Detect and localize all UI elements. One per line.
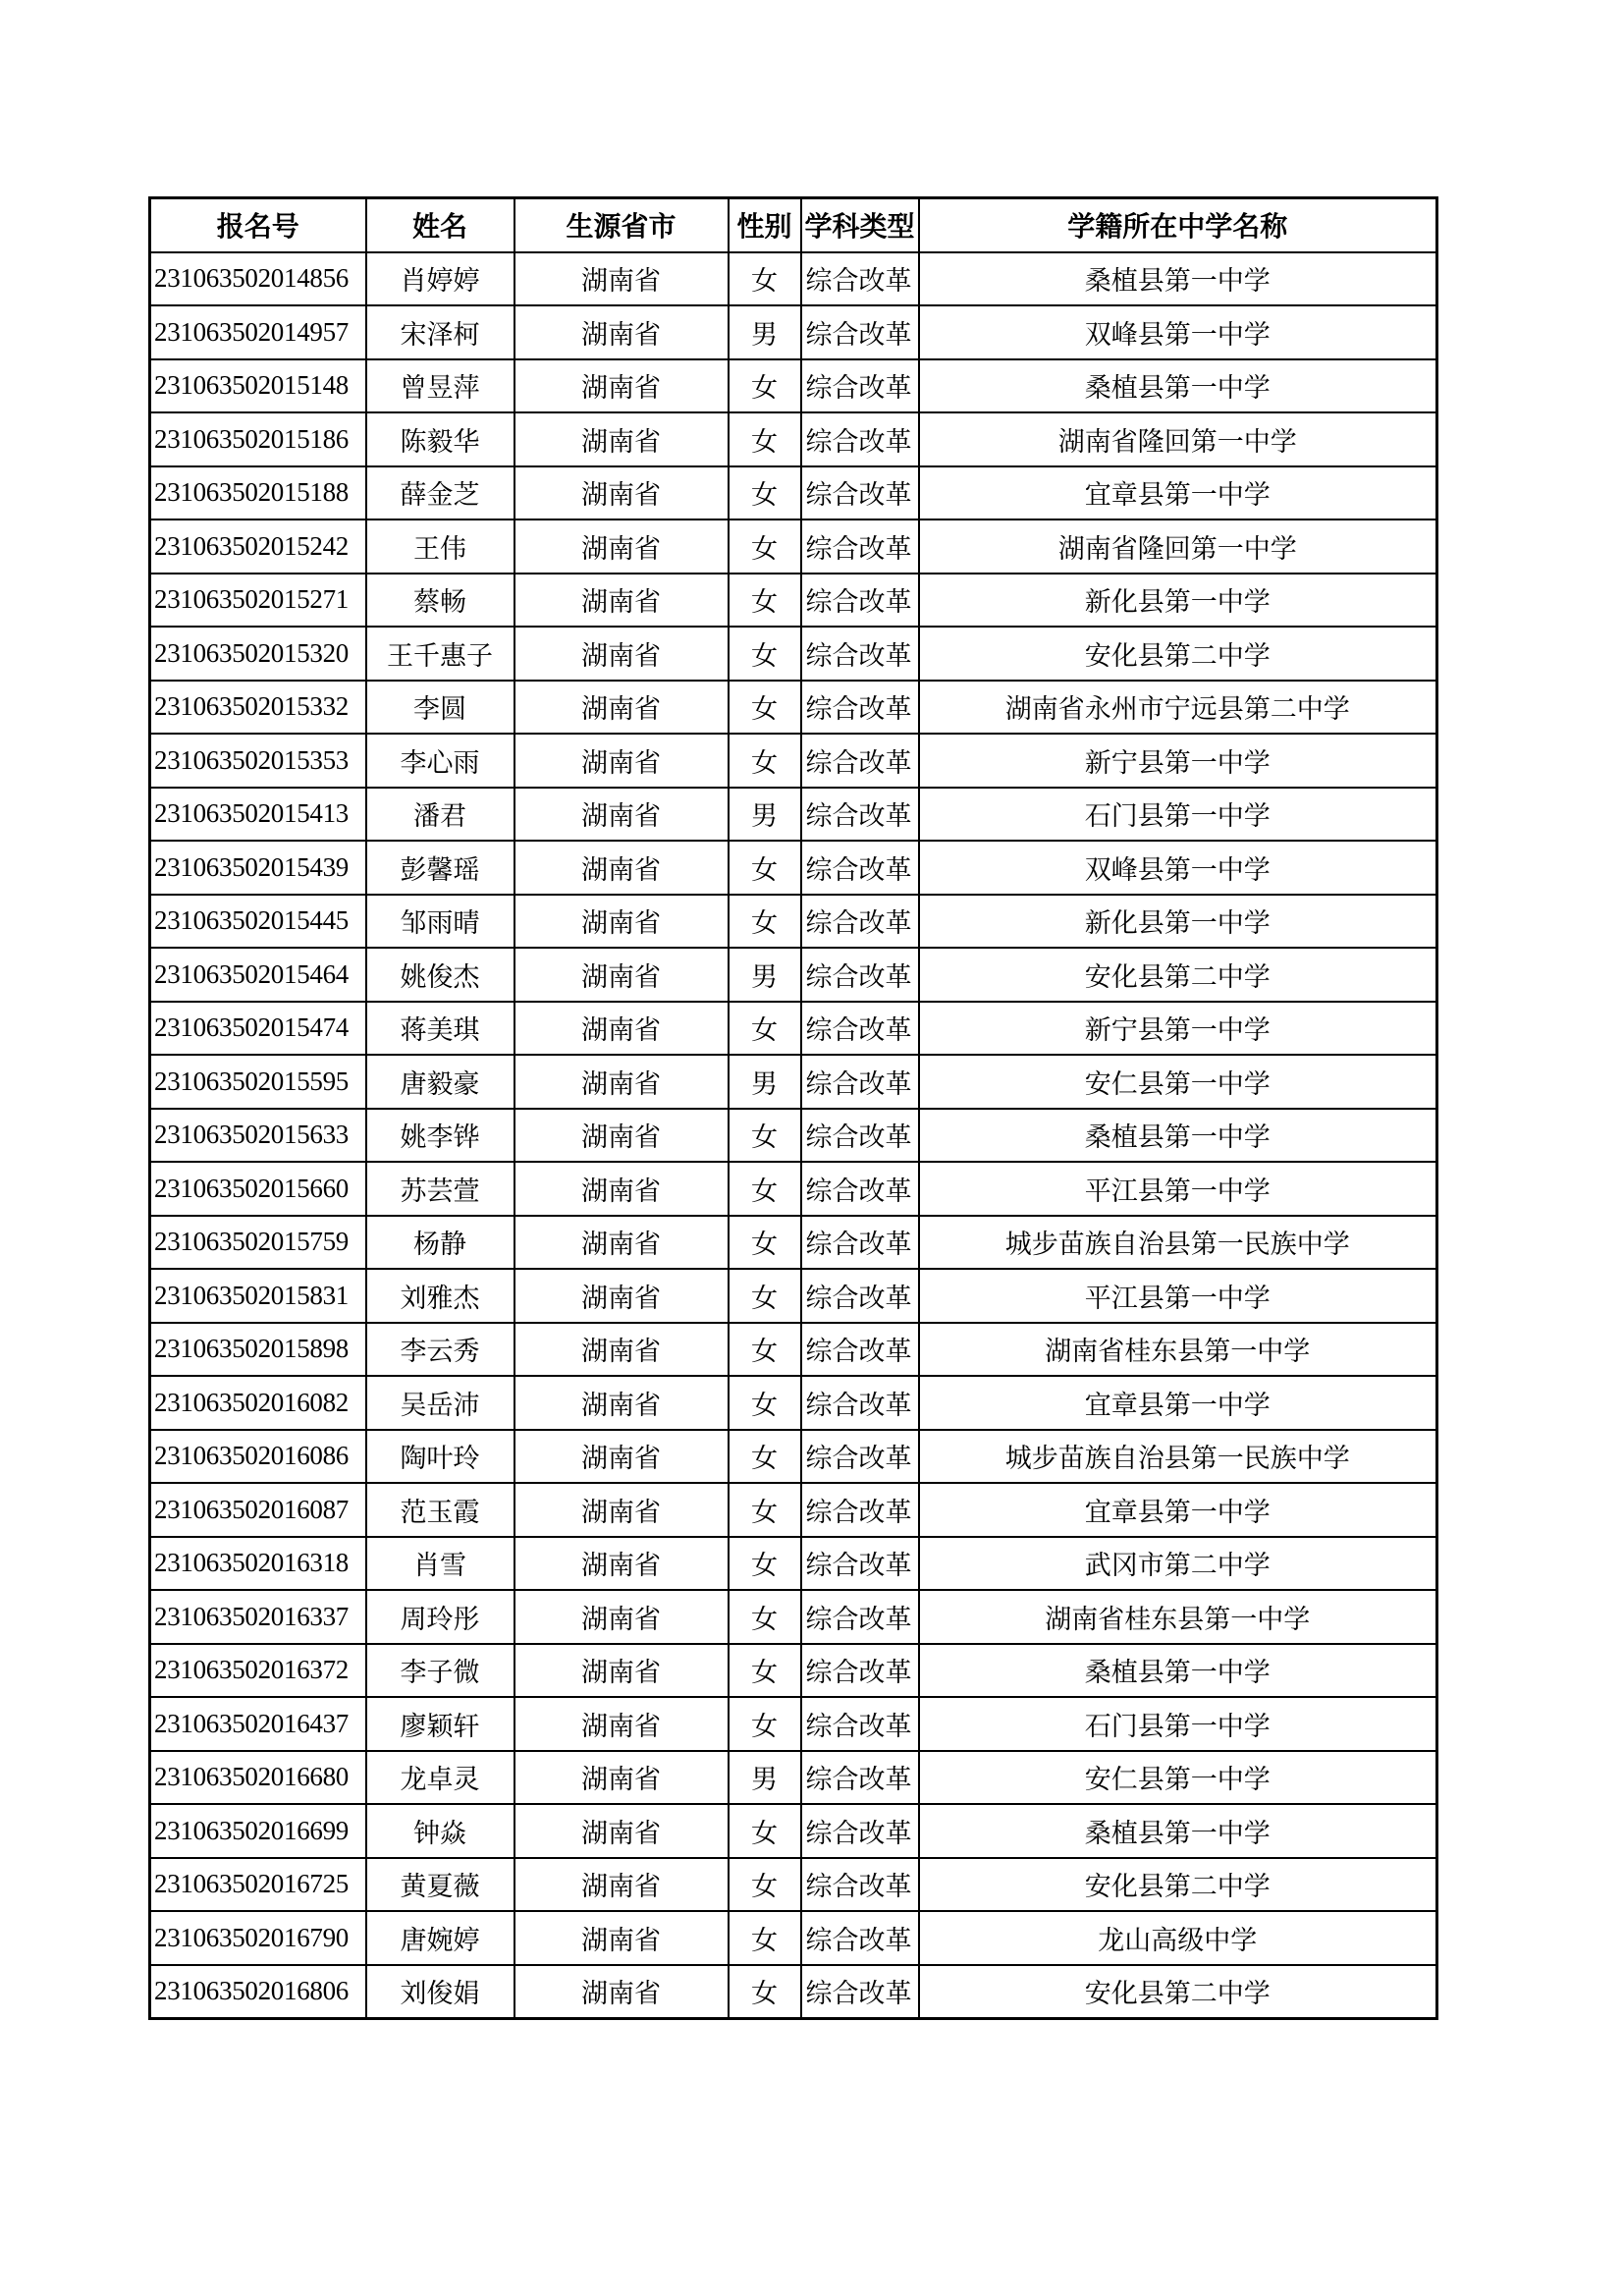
table-row bbox=[150, 1965, 1437, 2019]
subject-type-cell: 综合改革 bbox=[801, 734, 919, 788]
gender-cell: 女 bbox=[729, 466, 801, 520]
high-school-cell: 平江县第一中学 bbox=[919, 1162, 1437, 1216]
header-row bbox=[150, 198, 1437, 252]
high-school-cell: 安化县第二中学 bbox=[919, 948, 1437, 1002]
name-cell: 姚俊杰 bbox=[366, 948, 514, 1002]
origin-province-cell: 湖南省 bbox=[514, 734, 729, 788]
gender-cell: 女 bbox=[729, 734, 801, 788]
subject-type-cell: 综合改革 bbox=[801, 681, 919, 735]
subject-type-cell: 综合改革 bbox=[801, 841, 919, 895]
subject-type-cell: 综合改革 bbox=[801, 1216, 919, 1270]
origin-province-cell: 湖南省 bbox=[514, 681, 729, 735]
high-school-cell: 湖南省隆回第一中学 bbox=[919, 412, 1437, 466]
registration-number-cell: 231063502015320 bbox=[150, 627, 366, 681]
table-row bbox=[150, 1858, 1437, 1912]
high-school-cell: 龙山高级中学 bbox=[919, 1911, 1437, 1965]
header-gender: 性别 bbox=[729, 198, 801, 252]
table-row bbox=[150, 1537, 1437, 1591]
name-cell: 宋泽柯 bbox=[366, 305, 514, 359]
registration-number-cell: 231063502015660 bbox=[150, 1162, 366, 1216]
name-cell: 曾昱萍 bbox=[366, 359, 514, 413]
name-cell: 王伟 bbox=[366, 519, 514, 574]
origin-province-cell: 湖南省 bbox=[514, 1965, 729, 2019]
table-row bbox=[150, 1376, 1437, 1430]
high-school-cell: 湖南省永州市宁远县第二中学 bbox=[919, 681, 1437, 735]
header-high-school: 学籍所在中学名称 bbox=[919, 198, 1437, 252]
subject-type-cell: 综合改革 bbox=[801, 1537, 919, 1591]
subject-type-cell: 综合改革 bbox=[801, 1858, 919, 1912]
high-school-cell: 湖南省桂东县第一中学 bbox=[919, 1323, 1437, 1377]
name-cell: 潘君 bbox=[366, 788, 514, 842]
high-school-cell: 石门县第一中学 bbox=[919, 788, 1437, 842]
subject-type-cell: 综合改革 bbox=[801, 1644, 919, 1698]
registration-number-cell: 231063502015332 bbox=[150, 681, 366, 735]
high-school-cell: 石门县第一中学 bbox=[919, 1697, 1437, 1751]
registration-number-cell: 231063502016725 bbox=[150, 1858, 366, 1912]
table-row bbox=[150, 1162, 1437, 1216]
subject-type-cell: 综合改革 bbox=[801, 412, 919, 466]
gender-cell: 女 bbox=[729, 1109, 801, 1163]
high-school-cell: 宜章县第一中学 bbox=[919, 1483, 1437, 1537]
name-cell: 彭馨瑶 bbox=[366, 841, 514, 895]
high-school-cell: 城步苗族自治县第一民族中学 bbox=[919, 1216, 1437, 1270]
high-school-cell: 安仁县第一中学 bbox=[919, 1055, 1437, 1109]
name-cell: 李圆 bbox=[366, 681, 514, 735]
high-school-cell: 双峰县第一中学 bbox=[919, 305, 1437, 359]
high-school-cell: 桑植县第一中学 bbox=[919, 1109, 1437, 1163]
header-subject-type: 学科类型 bbox=[801, 198, 919, 252]
table-row bbox=[150, 466, 1437, 520]
origin-province-cell: 湖南省 bbox=[514, 412, 729, 466]
table-row bbox=[150, 252, 1437, 306]
name-cell: 李子微 bbox=[366, 1644, 514, 1698]
high-school-cell: 平江县第一中学 bbox=[919, 1269, 1437, 1323]
gender-cell: 女 bbox=[729, 359, 801, 413]
subject-type-cell: 综合改革 bbox=[801, 252, 919, 306]
registration-number-cell: 231063502015831 bbox=[150, 1269, 366, 1323]
subject-type-cell: 综合改革 bbox=[801, 1109, 919, 1163]
origin-province-cell: 湖南省 bbox=[514, 1537, 729, 1591]
registration-number-cell: 231063502015186 bbox=[150, 412, 366, 466]
gender-cell: 女 bbox=[729, 627, 801, 681]
name-cell: 肖婷婷 bbox=[366, 252, 514, 306]
origin-province-cell: 湖南省 bbox=[514, 1751, 729, 1805]
name-cell: 龙卓灵 bbox=[366, 1751, 514, 1805]
gender-cell: 男 bbox=[729, 948, 801, 1002]
name-cell: 钟焱 bbox=[366, 1804, 514, 1858]
name-cell: 陶叶玲 bbox=[366, 1430, 514, 1484]
name-cell: 蒋美琪 bbox=[366, 1002, 514, 1056]
origin-province-cell: 湖南省 bbox=[514, 788, 729, 842]
table-row bbox=[150, 681, 1437, 735]
subject-type-cell: 综合改革 bbox=[801, 627, 919, 681]
registration-number-cell: 231063502015413 bbox=[150, 788, 366, 842]
table-row bbox=[150, 895, 1437, 949]
registration-number-cell: 231063502015633 bbox=[150, 1109, 366, 1163]
gender-cell: 女 bbox=[729, 1430, 801, 1484]
registration-number-cell: 231063502016337 bbox=[150, 1590, 366, 1644]
name-cell: 薛金芝 bbox=[366, 466, 514, 520]
gender-cell: 女 bbox=[729, 1216, 801, 1270]
table-row bbox=[150, 627, 1437, 681]
name-cell: 吴岳沛 bbox=[366, 1376, 514, 1430]
name-cell: 陈毅华 bbox=[366, 412, 514, 466]
registration-number-cell: 231063502015898 bbox=[150, 1323, 366, 1377]
registration-number-cell: 231063502016806 bbox=[150, 1965, 366, 2019]
subject-type-cell: 综合改革 bbox=[801, 1590, 919, 1644]
high-school-cell: 宜章县第一中学 bbox=[919, 1376, 1437, 1430]
header-origin-province: 生源省市 bbox=[514, 198, 729, 252]
high-school-cell: 武冈市第二中学 bbox=[919, 1537, 1437, 1591]
name-cell: 王千惠子 bbox=[366, 627, 514, 681]
registration-number-cell: 231063502015464 bbox=[150, 948, 366, 1002]
subject-type-cell: 综合改革 bbox=[801, 519, 919, 574]
origin-province-cell: 湖南省 bbox=[514, 1376, 729, 1430]
table-row bbox=[150, 1055, 1437, 1109]
gender-cell: 男 bbox=[729, 305, 801, 359]
name-cell: 李云秀 bbox=[366, 1323, 514, 1377]
gender-cell: 男 bbox=[729, 1751, 801, 1805]
high-school-cell: 新宁县第一中学 bbox=[919, 1002, 1437, 1056]
high-school-cell: 桑植县第一中学 bbox=[919, 252, 1437, 306]
registration-number-cell: 231063502016087 bbox=[150, 1483, 366, 1537]
subject-type-cell: 综合改革 bbox=[801, 1002, 919, 1056]
gender-cell: 女 bbox=[729, 1804, 801, 1858]
table-row bbox=[150, 1323, 1437, 1377]
registration-number-cell: 231063502016372 bbox=[150, 1644, 366, 1698]
subject-type-cell: 综合改革 bbox=[801, 1483, 919, 1537]
gender-cell: 女 bbox=[729, 252, 801, 306]
high-school-cell: 安化县第二中学 bbox=[919, 627, 1437, 681]
registration-number-cell: 231063502015353 bbox=[150, 734, 366, 788]
subject-type-cell: 综合改革 bbox=[801, 1323, 919, 1377]
registration-number-cell: 231063502015759 bbox=[150, 1216, 366, 1270]
gender-cell: 女 bbox=[729, 1323, 801, 1377]
gender-cell: 女 bbox=[729, 1911, 801, 1965]
origin-province-cell: 湖南省 bbox=[514, 1109, 729, 1163]
table-row bbox=[150, 1002, 1437, 1056]
gender-cell: 女 bbox=[729, 1697, 801, 1751]
name-cell: 刘俊娟 bbox=[366, 1965, 514, 2019]
registration-number-cell: 231063502015271 bbox=[150, 574, 366, 628]
table-row bbox=[150, 1109, 1437, 1163]
name-cell: 范玉霞 bbox=[366, 1483, 514, 1537]
table-row bbox=[150, 1697, 1437, 1751]
origin-province-cell: 湖南省 bbox=[514, 948, 729, 1002]
registration-number-cell: 231063502016318 bbox=[150, 1537, 366, 1591]
name-cell: 邹雨晴 bbox=[366, 895, 514, 949]
high-school-cell: 桑植县第一中学 bbox=[919, 1644, 1437, 1698]
origin-province-cell: 湖南省 bbox=[514, 1323, 729, 1377]
origin-province-cell: 湖南省 bbox=[514, 1590, 729, 1644]
high-school-cell: 新化县第一中学 bbox=[919, 895, 1437, 949]
table-row bbox=[150, 1644, 1437, 1698]
gender-cell: 男 bbox=[729, 1055, 801, 1109]
table-row bbox=[150, 412, 1437, 466]
gender-cell: 女 bbox=[729, 1537, 801, 1591]
subject-type-cell: 综合改革 bbox=[801, 948, 919, 1002]
name-cell: 苏芸萱 bbox=[366, 1162, 514, 1216]
subject-type-cell: 综合改革 bbox=[801, 788, 919, 842]
table-row bbox=[150, 1804, 1437, 1858]
table-row bbox=[150, 574, 1437, 628]
gender-cell: 女 bbox=[729, 1483, 801, 1537]
high-school-cell: 新化县第一中学 bbox=[919, 574, 1437, 628]
name-cell: 姚李铧 bbox=[366, 1109, 514, 1163]
table-row bbox=[150, 1751, 1437, 1805]
registration-number-cell: 231063502015445 bbox=[150, 895, 366, 949]
name-cell: 刘雅杰 bbox=[366, 1269, 514, 1323]
registration-number-cell: 231063502016086 bbox=[150, 1430, 366, 1484]
table-row bbox=[150, 1590, 1437, 1644]
registration-number-cell: 231063502016790 bbox=[150, 1911, 366, 1965]
subject-type-cell: 综合改革 bbox=[801, 1804, 919, 1858]
name-cell: 唐毅豪 bbox=[366, 1055, 514, 1109]
subject-type-cell: 综合改革 bbox=[801, 359, 919, 413]
registration-number-cell: 231063502015439 bbox=[150, 841, 366, 895]
origin-province-cell: 湖南省 bbox=[514, 627, 729, 681]
name-cell: 蔡畅 bbox=[366, 574, 514, 628]
origin-province-cell: 湖南省 bbox=[514, 1858, 729, 1912]
subject-type-cell: 综合改革 bbox=[801, 1430, 919, 1484]
high-school-cell: 湖南省桂东县第一中学 bbox=[919, 1590, 1437, 1644]
gender-cell: 女 bbox=[729, 1269, 801, 1323]
table-row bbox=[150, 1483, 1437, 1537]
origin-province-cell: 湖南省 bbox=[514, 1269, 729, 1323]
gender-cell: 女 bbox=[729, 681, 801, 735]
origin-province-cell: 湖南省 bbox=[514, 895, 729, 949]
name-cell: 黄夏薇 bbox=[366, 1858, 514, 1912]
header-registration-number: 报名号 bbox=[150, 198, 366, 252]
origin-province-cell: 湖南省 bbox=[514, 305, 729, 359]
registration-number-cell: 231063502016437 bbox=[150, 1697, 366, 1751]
subject-type-cell: 综合改革 bbox=[801, 1697, 919, 1751]
origin-province-cell: 湖南省 bbox=[514, 1002, 729, 1056]
origin-province-cell: 湖南省 bbox=[514, 1483, 729, 1537]
origin-province-cell: 湖南省 bbox=[514, 1644, 729, 1698]
origin-province-cell: 湖南省 bbox=[514, 1216, 729, 1270]
table-row bbox=[150, 1911, 1437, 1965]
student-roster-table bbox=[148, 196, 1438, 2020]
gender-cell: 女 bbox=[729, 1376, 801, 1430]
high-school-cell: 湖南省隆回第一中学 bbox=[919, 519, 1437, 574]
registration-number-cell: 231063502016082 bbox=[150, 1376, 366, 1430]
origin-province-cell: 湖南省 bbox=[514, 1697, 729, 1751]
high-school-cell: 桑植县第一中学 bbox=[919, 359, 1437, 413]
subject-type-cell: 综合改革 bbox=[801, 574, 919, 628]
table-row bbox=[150, 788, 1437, 842]
gender-cell: 女 bbox=[729, 519, 801, 574]
table-row bbox=[150, 1430, 1437, 1484]
high-school-cell: 安仁县第一中学 bbox=[919, 1751, 1437, 1805]
name-cell: 李心雨 bbox=[366, 734, 514, 788]
table-row bbox=[150, 359, 1437, 413]
table-row bbox=[150, 305, 1437, 359]
table-row bbox=[150, 841, 1437, 895]
origin-province-cell: 湖南省 bbox=[514, 1055, 729, 1109]
table-body bbox=[150, 252, 1437, 2019]
header-name: 姓名 bbox=[366, 198, 514, 252]
origin-province-cell: 湖南省 bbox=[514, 1911, 729, 1965]
gender-cell: 女 bbox=[729, 1965, 801, 2019]
subject-type-cell: 综合改革 bbox=[801, 1269, 919, 1323]
high-school-cell: 城步苗族自治县第一民族中学 bbox=[919, 1430, 1437, 1484]
subject-type-cell: 综合改革 bbox=[801, 305, 919, 359]
origin-province-cell: 湖南省 bbox=[514, 1804, 729, 1858]
registration-number-cell: 231063502016699 bbox=[150, 1804, 366, 1858]
gender-cell: 女 bbox=[729, 574, 801, 628]
subject-type-cell: 综合改革 bbox=[801, 1911, 919, 1965]
origin-province-cell: 湖南省 bbox=[514, 574, 729, 628]
high-school-cell: 宜章县第一中学 bbox=[919, 466, 1437, 520]
gender-cell: 男 bbox=[729, 788, 801, 842]
high-school-cell: 安化县第二中学 bbox=[919, 1858, 1437, 1912]
name-cell: 肖雪 bbox=[366, 1537, 514, 1591]
subject-type-cell: 综合改革 bbox=[801, 466, 919, 520]
origin-province-cell: 湖南省 bbox=[514, 519, 729, 574]
subject-type-cell: 综合改革 bbox=[801, 1055, 919, 1109]
subject-type-cell: 综合改革 bbox=[801, 1965, 919, 2019]
gender-cell: 女 bbox=[729, 1590, 801, 1644]
origin-province-cell: 湖南省 bbox=[514, 252, 729, 306]
subject-type-cell: 综合改革 bbox=[801, 1751, 919, 1805]
subject-type-cell: 综合改革 bbox=[801, 1376, 919, 1430]
gender-cell: 女 bbox=[729, 841, 801, 895]
origin-province-cell: 湖南省 bbox=[514, 841, 729, 895]
registration-number-cell: 231063502014856 bbox=[150, 252, 366, 306]
gender-cell: 女 bbox=[729, 1858, 801, 1912]
gender-cell: 女 bbox=[729, 1162, 801, 1216]
table-row bbox=[150, 948, 1437, 1002]
registration-number-cell: 231063502015148 bbox=[150, 359, 366, 413]
registration-number-cell: 231063502015595 bbox=[150, 1055, 366, 1109]
high-school-cell: 双峰县第一中学 bbox=[919, 841, 1437, 895]
gender-cell: 女 bbox=[729, 895, 801, 949]
table-row bbox=[150, 1269, 1437, 1323]
table-row bbox=[150, 734, 1437, 788]
registration-number-cell: 231063502015188 bbox=[150, 466, 366, 520]
subject-type-cell: 综合改革 bbox=[801, 895, 919, 949]
origin-province-cell: 湖南省 bbox=[514, 359, 729, 413]
name-cell: 周玲彤 bbox=[366, 1590, 514, 1644]
registration-number-cell: 231063502016680 bbox=[150, 1751, 366, 1805]
origin-province-cell: 湖南省 bbox=[514, 1430, 729, 1484]
table-row bbox=[150, 519, 1437, 574]
name-cell: 唐婉婷 bbox=[366, 1911, 514, 1965]
registration-number-cell: 231063502014957 bbox=[150, 305, 366, 359]
high-school-cell: 新宁县第一中学 bbox=[919, 734, 1437, 788]
registration-number-cell: 231063502015242 bbox=[150, 519, 366, 574]
high-school-cell: 安化县第二中学 bbox=[919, 1965, 1437, 2019]
origin-province-cell: 湖南省 bbox=[514, 1162, 729, 1216]
origin-province-cell: 湖南省 bbox=[514, 466, 729, 520]
registration-number-cell: 231063502015474 bbox=[150, 1002, 366, 1056]
gender-cell: 女 bbox=[729, 1002, 801, 1056]
gender-cell: 女 bbox=[729, 412, 801, 466]
name-cell: 廖颖轩 bbox=[366, 1697, 514, 1751]
high-school-cell: 桑植县第一中学 bbox=[919, 1804, 1437, 1858]
table-row bbox=[150, 1216, 1437, 1270]
name-cell: 杨静 bbox=[366, 1216, 514, 1270]
subject-type-cell: 综合改革 bbox=[801, 1162, 919, 1216]
gender-cell: 女 bbox=[729, 1644, 801, 1698]
